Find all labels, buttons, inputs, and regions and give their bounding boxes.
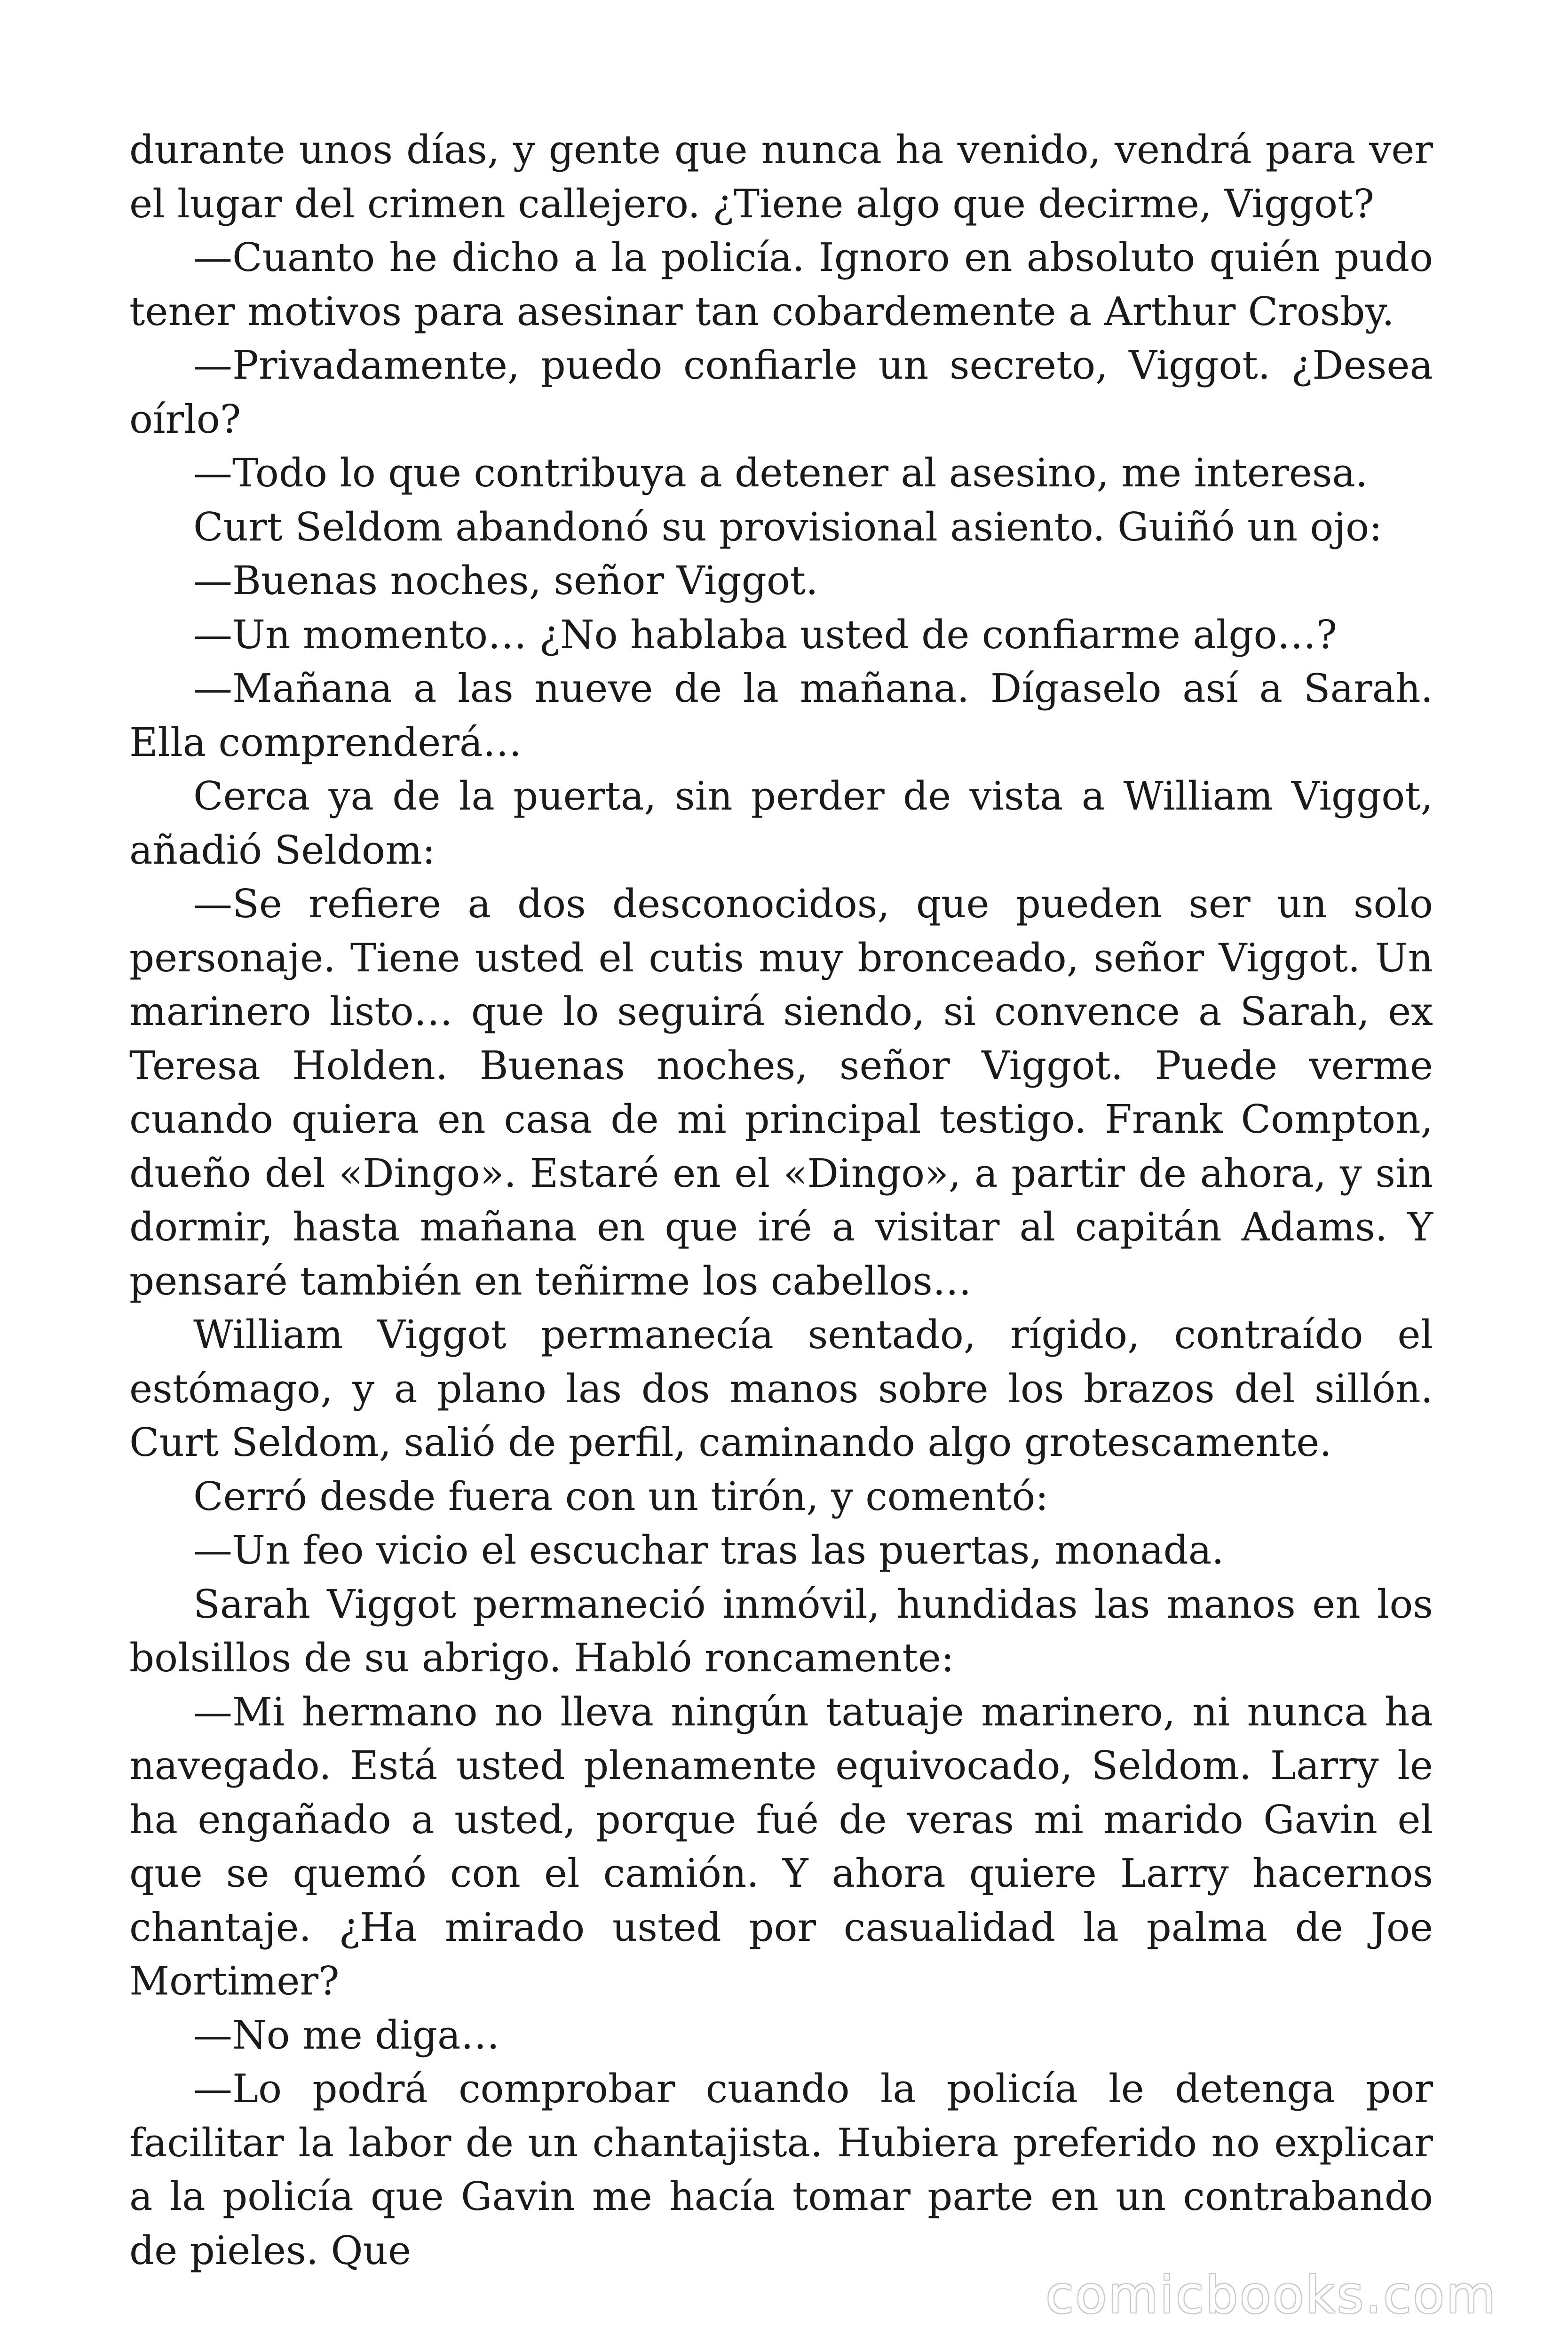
paragraph: —Todo lo que contribuya a detener al asesino, me interesa. (193, 450, 1368, 496)
paragraph: Sarah Viggot permaneció inmóvil, hundidas las manos en los bolsillos de su abrigo. Habló roncamente: (129, 1581, 1433, 1681)
paragraph: William Viggot permanecía sentado, rígido, contraído el estómago, y a plano las dos manos sobre los brazos del sillón. Curt Seldom, salió de perfil, caminando algo grotescamente. (129, 1312, 1433, 1465)
paragraph: —Buenas noches, señor Viggot. (193, 558, 818, 604)
paragraph: —Lo podrá comprobar cuando la policía le detenga por facilitar la labor de un chantajista. Hubiera preferido no explicar a la policía que Gavin me hacía tomar parte en un contrabando de pieles. Que (129, 2066, 1433, 2273)
paragraph: —No me diga… (193, 2012, 500, 2058)
site-watermark: comicbooks.com (1045, 2266, 1497, 2325)
paragraph: durante unos días, y gente que nunca ha venido, vendrá para ver el lugar del crimen callejero. ¿Tiene algo que decirme, Viggot? (129, 127, 1433, 227)
paragraph: —Cuanto he dicho a la policía. Ignoro en absoluto quién pudo tener motivos para asesinar tan cobardemente a Arthur Crosby. (129, 235, 1433, 334)
paragraph: —Un momento… ¿No hablaba usted de confiarme algo…? (193, 612, 1337, 658)
page-text-body (129, 123, 1433, 2278)
paragraph: —Mi hermano no lleva ningún tatuaje marinero, ni nunca ha navegado. Está usted plenamente equivocado, Seldom. Larry le ha engañado a usted, porque fué de veras mi marido Gavin el que se quemó con el camión. Y ahora quiere Larry hacernos chantaje. ¿Ha mirado usted por casualidad la palma de Joe Mortimer? (129, 1689, 1433, 2004)
paragraph: Cerca ya de la puerta, sin perder de vista a William Viggot, añadió Seldom: (129, 773, 1433, 873)
paragraph: —Un feo vicio el escuchar tras las puertas, monada. (193, 1527, 1224, 1573)
paragraph: Curt Seldom abandonó su provisional asiento. Guiñó un ojo: (193, 504, 1383, 550)
paragraph: —Se refiere a dos desconocidos, que pueden ser un solo personaje. Tiene usted el cutis muy bronceado, señor Viggot. Un marinero listo… que lo seguirá siendo, si convence a Sarah, ex Teresa Holden. Buenas noches, señor Viggot. Puede verme cuando quiera en casa de mi principal testigo. Frank Compton, dueño del «Dingo». Estaré en el «Dingo», a partir de ahora, y sin dormir, hasta mañana en que iré a visitar al capitán Adams. Y pensaré también en teñirme los cabellos… (129, 881, 1433, 1304)
paragraph: —Mañana a las nueve de la mañana. Dígaselo así a Sarah. Ella comprenderá… (129, 666, 1433, 765)
paragraph: Cerró desde fuera con un tirón, y comentó: (193, 1473, 1049, 1519)
paragraph: —Privadamente, puedo confiarle un secreto, Viggot. ¿Desea oírlo? (129, 342, 1433, 442)
